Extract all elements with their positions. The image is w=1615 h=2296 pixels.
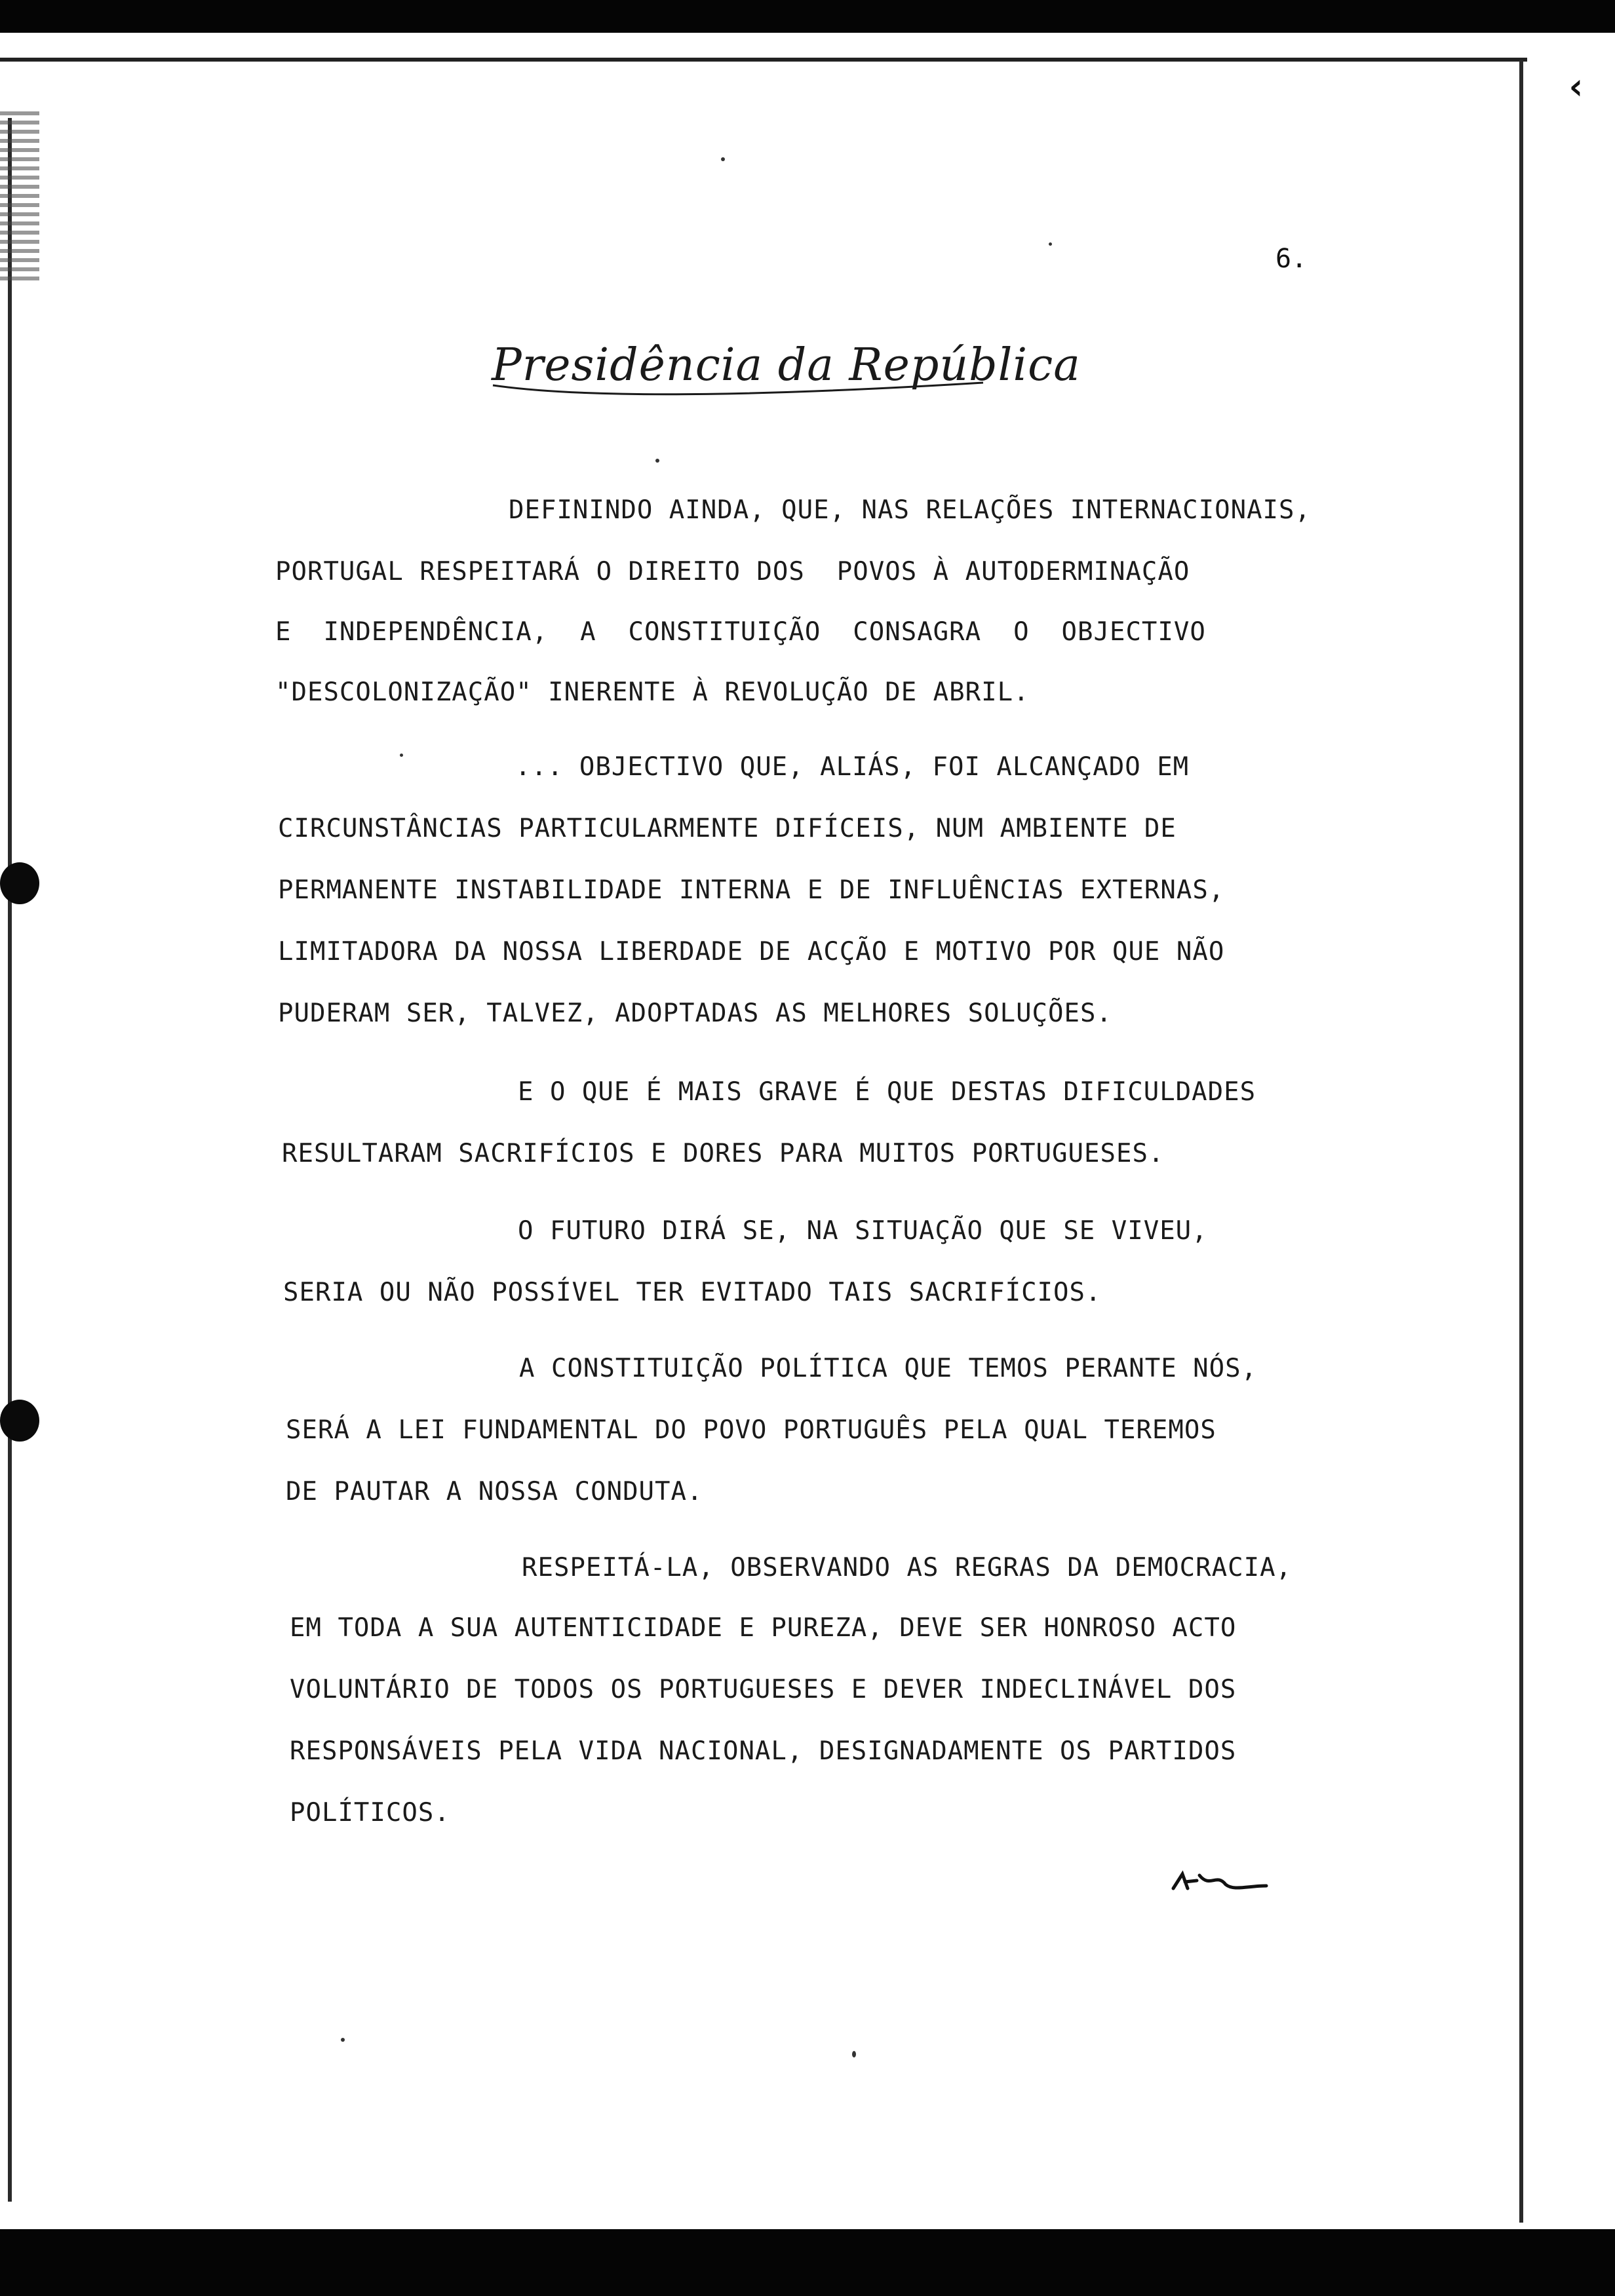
body-line: O FUTURO DIRÁ SE, NA SITUAÇÃO QUE SE VIVEU, [518,1216,1208,1246]
body-line: RESPEITÁ-LA, OBSERVANDO AS REGRAS DA DEMOCRACIA, [522,1553,1293,1582]
svg-text:Presidência da República: Presidência da República [492,339,1081,391]
scan-speck [341,2038,345,2042]
body-line: E INDEPENDÊNCIA, A CONSTITUIÇÃO CONSAGRA O OBJECTIVO [275,617,1206,647]
scan-speck [852,2051,856,2057]
scan-border-top [0,0,1615,33]
body-line: SERÁ A LEI FUNDAMENTAL DO POVO PORTUGUÊS PELA QUAL TEREMOS [286,1415,1216,1445]
scan-edge-noise [0,111,39,282]
scan-frame-top-line [0,58,1527,62]
scan-speck [655,459,659,463]
body-line: ... OBJECTIVO QUE, ALIÁS, FOI ALCANÇADO EM [515,752,1190,782]
body-line: PERMANENTE INSTABILIDADE INTERNA E DE INFLUÊNCIAS EXTERNAS, [278,875,1225,905]
scan-speck [721,157,725,161]
punch-hole [0,862,39,904]
body-line: SERIA OU NÃO POSSÍVEL TER EVITADO TAIS SACRIFÍCIOS. [283,1278,1102,1307]
body-line: LIMITADORA DA NOSSA LIBERDADE DE ACÇÃO E MOTIVO POR QUE NÃO [278,937,1225,966]
body-line: RESPONSÁVEIS PELA VIDA NACIONAL, DESIGNADAMENTE OS PARTIDOS [290,1736,1237,1766]
scan-speck [400,754,403,757]
body-line: E O QUE É MAIS GRAVE É QUE DESTAS DIFICULDADES [518,1077,1256,1107]
scan-edge-mark: ‹ [1565,66,1587,108]
body-line: EM TODA A SUA AUTENTICIDADE E PUREZA, DEVE SER HONROSO ACTO [290,1613,1237,1643]
body-line: "DESCOLONIZAÇÃO" INERENTE À REVOLUÇÃO DE ABRIL. [275,678,1030,707]
body-line: DEFININDO AINDA, QUE, NAS RELAÇÕES INTERNACIONAIS, [509,495,1311,525]
scan-speck [1049,242,1052,246]
body-line: CIRCUNSTÂNCIAS PARTICULARMENTE DIFÍCEIS, NUM AMBIENTE DE [278,814,1177,843]
body-line: A CONSTITUIÇÃO POLÍTICA QUE TEMOS PERANTE NÓS, [519,1354,1258,1383]
scan-frame-left-line [8,118,12,2202]
body-line: RESULTARAM SACRIFÍCIOS E DORES PARA MUITOS PORTUGUESES. [282,1139,1165,1168]
body-line: POLÍTICOS. [290,1798,450,1827]
scan-frame-right-line [1519,60,1523,2223]
body-line: PORTUGAL RESPEITARÁ O DIREITO DOS POVOS À AUTODERMINAÇÃO [275,557,1190,586]
punch-hole [0,1400,39,1442]
handwritten-signature [1171,1869,1269,1895]
body-line: DE PAUTAR A NOSSA CONDUTA. [286,1477,703,1506]
scan-border-bottom [0,2229,1615,2296]
body-line: PUDERAM SER, TALVEZ, ADOPTADAS AS MELHORES SOLUÇÕES. [278,999,1112,1028]
page-number: 6. [1275,244,1308,274]
body-line: VOLUNTÁRIO DE TODOS OS PORTUGUESES E DEVER INDECLINÁVEL DOS [290,1675,1237,1704]
letterhead-script [485,320,1081,411]
